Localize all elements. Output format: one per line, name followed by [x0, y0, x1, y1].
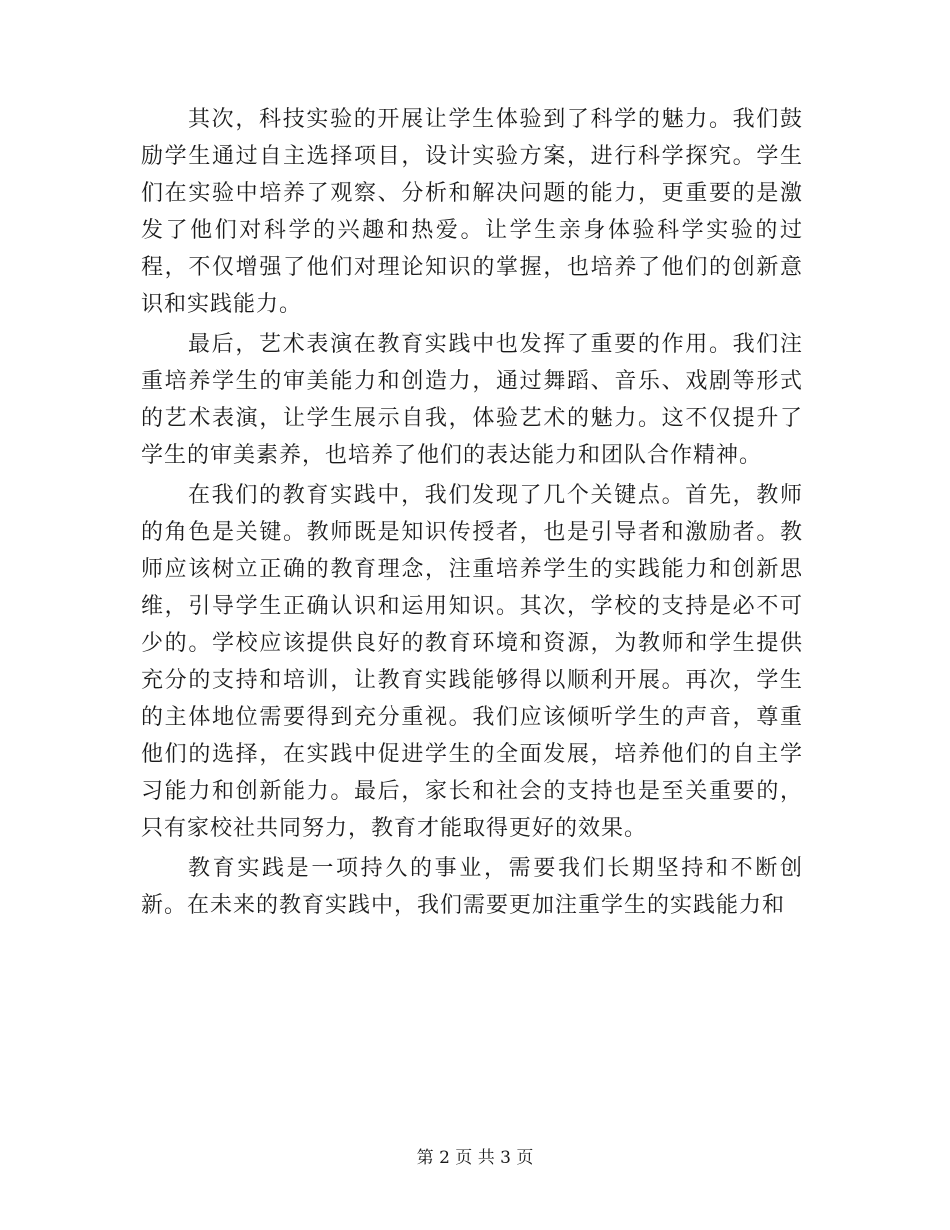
document-body [141, 101, 803, 927]
paragraph-science-experiments: 其次，科技实验的开展让学生体验到了科学的魅力。我们鼓励学生通过自主选择项目，设计实验方案，进行科学探究。学生们在实验中培养了观察、分析和解决问题的能力，更重要的是激发了他们对科学的兴趣和热爱。让学生亲身体验科学实验的过程，不仅增强了他们对理论知识的掌握，也培养了他们的创新意识和实践能力。 [141, 107, 803, 317]
page-number-footer: 第 2 页 共 3 页 [416, 1148, 534, 1168]
paragraph-art-performance: 最后，艺术表演在教育实践中也发挥了重要的作用。我们注重培养学生的审美能力和创造力，通过舞蹈、音乐、戏剧等形式的艺术表演，让学生展示自我，体验艺术的魅力。这不仅提升了学生的审美素养，也培养了他们的表达能力和团队合作精神。 [141, 332, 803, 468]
paragraph-key-points: 在我们的教育实践中，我们发现了几个关键点。首先，教师的角色是关键。教师既是知识传授者，也是引导者和激励者。教师应该树立正确的教育理念，注重培养学生的实践能力和创新思维，引导学生正确认识和运用知识。其次，学校的支持是必不可少的。学校应该提供良好的教育环境和资源，为教师和学生提供充分的支持和培训，让教育实践能够得以顺利开展。再次，学生的主体地位需要得到充分重视。我们应该倾听学生的声音，尊重他们的选择，在实践中促进学生的全面发展，培养他们的自主学习能力和创新能力。最后，家长和社会的支持也是至关重要的，只有家校社共同努力，教育才能取得更好的效果。 [141, 483, 803, 841]
paragraph-future-practice: 教育实践是一项持久的事业，需要我们长期坚持和不断创新。在未来的教育实践中，我们需要更加注重学生的实践能力和 [141, 856, 803, 918]
